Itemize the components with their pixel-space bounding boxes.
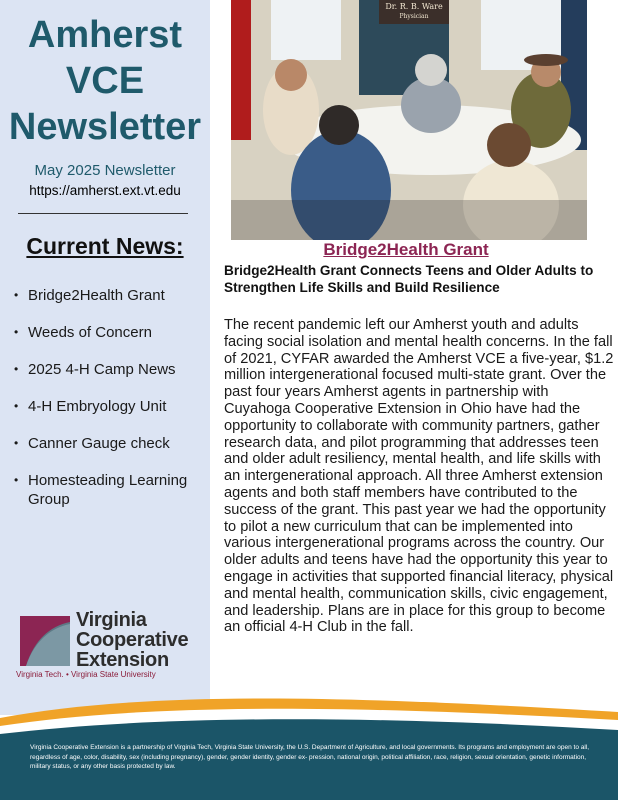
article-title[interactable]: Bridge2Health Grant [323, 240, 489, 259]
article-subtitle: Bridge2Health Grant Connects Teens and Older Adults to Strengthen Life Skills and Build Resilience [224, 263, 594, 295]
group-meeting-photo [231, 0, 587, 240]
vce-logo-wordmark: Virginia Cooperative Extension [76, 609, 189, 671]
bullet-icon: • [14, 436, 19, 450]
bullet-icon: • [14, 288, 19, 302]
footer-disclaimer: Virginia Cooperative Extension is a partnership of Virginia Tech, Virginia State University, the U.S. Department of Agriculture, and local governments. Its programs and employment are open to all, regardless of age, color, disability, sex (including pregnancy), gender, gender identity, gender ex- pression, national origin, political affiliation, race, religion, sexual orientation, genetic information, military status, or any other basis protected by law. [30, 744, 590, 770]
newsletter-title [0, 12, 210, 150]
news-item[interactable]: • Canner Gauge check [14, 435, 170, 452]
title-line-2: VCE [65, 60, 145, 102]
website-url[interactable]: https://amherst.ext.vt.edu [29, 183, 181, 198]
news-heading: Current News: [26, 233, 184, 259]
sidebar [0, 0, 210, 715]
bullet-icon: • [14, 473, 19, 487]
news-item[interactable]: • Weeds of Concern [14, 324, 152, 341]
bullet-icon: • [14, 399, 19, 413]
news-item[interactable]: • Homesteading Learning Group [14, 472, 188, 508]
title-line-1: Amherst [27, 14, 183, 56]
news-item[interactable]: • 2025 4-H Camp News [14, 361, 176, 378]
photo-sign-title: Physician [399, 13, 429, 20]
divider [18, 213, 188, 214]
title-line-3: Newsletter [8, 106, 202, 148]
bullet-icon: • [14, 362, 19, 376]
news-item[interactable]: • 4-H Embryology Unit [14, 398, 167, 415]
photo-sign-name: Dr. R. B. Ware [385, 2, 443, 11]
newsletter-month: May 2025 Newsletter [34, 162, 176, 179]
news-item[interactable]: • Bridge2Health Grant [14, 287, 165, 304]
article-body: The recent pandemic left our Amherst youth and adults facing social isolation and mental health concerns. In the fall of 2021, CYFAR awarded the Amherst VCE a five-year, $1.2 million intergenerational focused multi-state grant. Over the past four years Amherst agents in partnership with Cuyahoga Cooperative Extension in Ohio have had the opportunity to collaborate with community partners, gather research data, and pilot programming that addresses teen and older adult resiliency, mental health, and life skills with an intergenerational approach. All three Amherst extension agents and both staff members have contributed to the success of the grant. This past year we had the opportunity to pilot a new curriculum that can be implemented into various intergenerational programs across the country. Our older adults and teens have had the opportunity this year to engage in activities that supported financial literacy, physical and mental health, communication skills, civic engagement, and leadership. Plans are in place for this group to become an official 4-H Club in the fall. [224, 317, 614, 636]
article-photo [231, 0, 587, 240]
news-list [12, 286, 207, 527]
vce-logo [16, 610, 196, 682]
vce-logo-subtitle: Virginia Tech. • Virginia State University [16, 670, 156, 679]
vce-logo-mark-icon [16, 612, 74, 668]
bullet-icon: • [14, 325, 19, 339]
